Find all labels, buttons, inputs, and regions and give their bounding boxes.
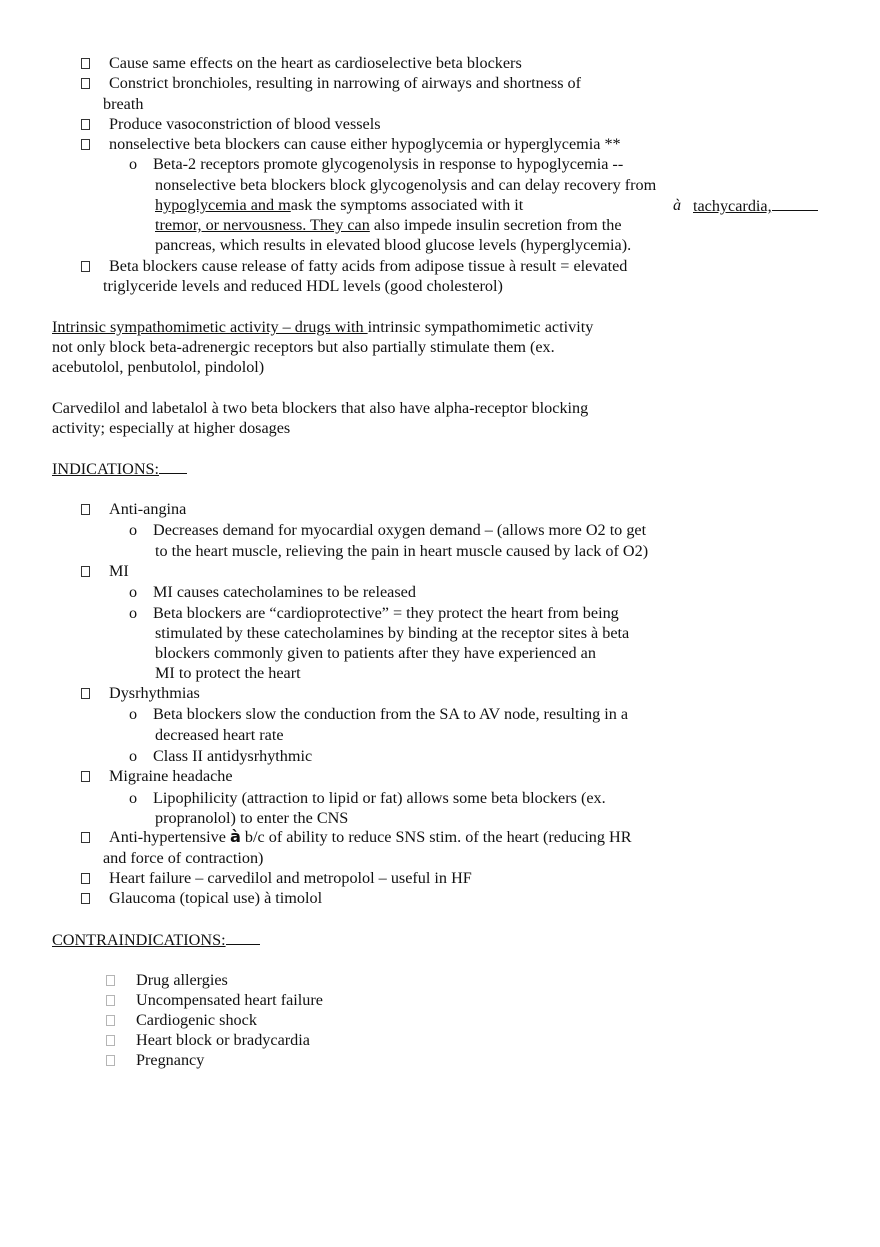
underlined-text: hypoglycemia and m (155, 196, 291, 214)
sub-item-cont: MI to protect the heart (155, 664, 301, 682)
sub-item-cont: propranolol) to enter the CNS (155, 809, 349, 827)
bullet-icon (81, 832, 90, 843)
indication-item: Migraine headache (109, 767, 233, 785)
sub-bullet-marker: o (129, 521, 138, 539)
sub-item-cont (155, 195, 523, 215)
effect-item: Beta blockers cause release of fatty acids from adipose tissue à result = elevated (109, 257, 628, 275)
bullet-icon (81, 139, 90, 150)
heading-text: INDICATIONS: (52, 460, 160, 478)
effect-item: Cause same effects on the heart as cardioselective beta blockers (109, 54, 522, 72)
bullet-icon (81, 893, 90, 904)
sub-item-cont: blockers commonly given to patients after they have experienced an (155, 644, 596, 662)
underlined-text: tachycardia, (693, 197, 772, 215)
bullet-icon (81, 566, 90, 577)
sub-bullet-marker: o (129, 705, 138, 723)
indication-item: Heart failure – carvedilol and metropolol – useful in HF (109, 869, 472, 887)
bullet-icon (81, 78, 90, 89)
sub-item-cont: stimulated by these catecholamines by binding at the receptor sites à beta (155, 624, 630, 642)
plain-text: intrinsic sympathomimetic activity (367, 318, 594, 336)
bullet-icon (81, 58, 90, 69)
isa-paragraph-line: not only block beta-adrenergic receptors but also partially stimulate them (ex. (52, 338, 555, 356)
plain-text: Anti-hypertensive (109, 828, 230, 846)
effect-item-cont: triglyceride levels and reduced HDL levels (good cholesterol) (103, 277, 503, 295)
sub-item-cont: pancreas, which results in elevated blood glucose levels (hyperglycemia). (155, 236, 632, 254)
bullet-icon (106, 1035, 115, 1046)
bullet-icon (106, 995, 115, 1006)
bullet-icon (106, 1015, 115, 1026)
contraindication-item: Uncompensated heart failure (136, 991, 323, 1009)
sub-item: Beta blockers are “cardioprotective” = they protect the heart from being (153, 604, 619, 622)
trailing-underline (226, 930, 260, 945)
sub-item: Lipophilicity (attraction to lipid or fat) allows some beta blockers (ex. (153, 789, 606, 807)
tachycardia-text (693, 196, 818, 216)
contraindication-item: Heart block or bradycardia (136, 1031, 310, 1049)
sub-bullet-marker: o (129, 604, 138, 622)
sub-item-cont: decreased heart rate (155, 726, 284, 744)
indication-item (109, 827, 632, 847)
trailing-underline (159, 459, 187, 474)
carvedilol-paragraph-line: activity; especially at higher dosages (52, 419, 291, 437)
indication-item: Glaucoma (topical use) à timolol (109, 889, 323, 907)
contraindication-item: Cardiogenic shock (136, 1011, 257, 1029)
underlined-text: tremor, or nervousness. They can (155, 216, 370, 234)
sub-item: Class II antidysrhythmic (153, 747, 313, 765)
sub-item: Beta-2 receptors promote glycogenolysis in response to hypoglycemia -- (153, 155, 624, 173)
bullet-icon (106, 1055, 115, 1066)
plain-text: b/c of ability to reduce SNS stim. of the heart (reducing HR (240, 828, 632, 846)
arrow-glyph: à (673, 196, 682, 214)
indication-item: MI (109, 562, 129, 580)
sub-item-cont: to the heart muscle, relieving the pain in heart muscle caused by lack of O2) (155, 542, 649, 560)
sub-bullet-marker: o (129, 583, 138, 601)
carvedilol-paragraph: Carvedilol and labetalol à two beta blockers that also have alpha-receptor blocking (52, 399, 589, 417)
bullet-icon (81, 688, 90, 699)
trailing-underline (772, 196, 818, 211)
effect-item-cont: breath (103, 95, 144, 113)
arrow-glyph: à (229, 827, 241, 846)
indication-item: Dysrhythmias (109, 684, 200, 702)
isa-paragraph (52, 317, 593, 337)
sub-item: MI causes catecholamines to be released (153, 583, 416, 601)
contraindications-heading (52, 930, 260, 950)
sub-bullet-marker: o (129, 747, 138, 765)
indication-item: Anti-angina (109, 500, 187, 518)
effect-item: nonselective beta blockers can cause either hypoglycemia or hyperglycemia ** (109, 135, 621, 153)
sub-item-cont: nonselective beta blockers block glycogenolysis and can delay recovery from (155, 176, 657, 194)
bullet-icon (81, 504, 90, 515)
sub-item: Beta blockers slow the conduction from the SA to AV node, resulting in a (153, 705, 629, 723)
isa-paragraph-line: acebutolol, penbutolol, pindolol) (52, 358, 265, 376)
bullet-icon (81, 119, 90, 130)
bullet-icon (106, 975, 115, 986)
sub-bullet-marker: o (129, 155, 138, 173)
plain-text: also impede insulin secretion from the (369, 216, 622, 234)
bullet-icon (81, 261, 90, 272)
bullet-icon (81, 771, 90, 782)
plain-text: ask the symptoms associated with it (290, 196, 524, 214)
sub-item-cont (155, 215, 622, 235)
contraindication-item: Drug allergies (136, 971, 228, 989)
heading-text: CONTRAINDICATIONS: (52, 931, 226, 949)
indications-heading (52, 459, 187, 479)
sub-item: Decreases demand for myocardial oxygen demand – (allows more O2 to get (153, 521, 647, 539)
bullet-icon (81, 873, 90, 884)
indication-item-cont: and force of contraction) (103, 849, 264, 867)
effect-item: Produce vasoconstriction of blood vessels (109, 115, 381, 133)
sub-bullet-marker: o (129, 789, 138, 807)
contraindication-item: Pregnancy (136, 1051, 205, 1069)
effect-item: Constrict bronchioles, resulting in narrowing of airways and shortness of (109, 74, 582, 92)
underlined-text: Intrinsic sympathomimetic activity – drugs with (52, 318, 368, 336)
